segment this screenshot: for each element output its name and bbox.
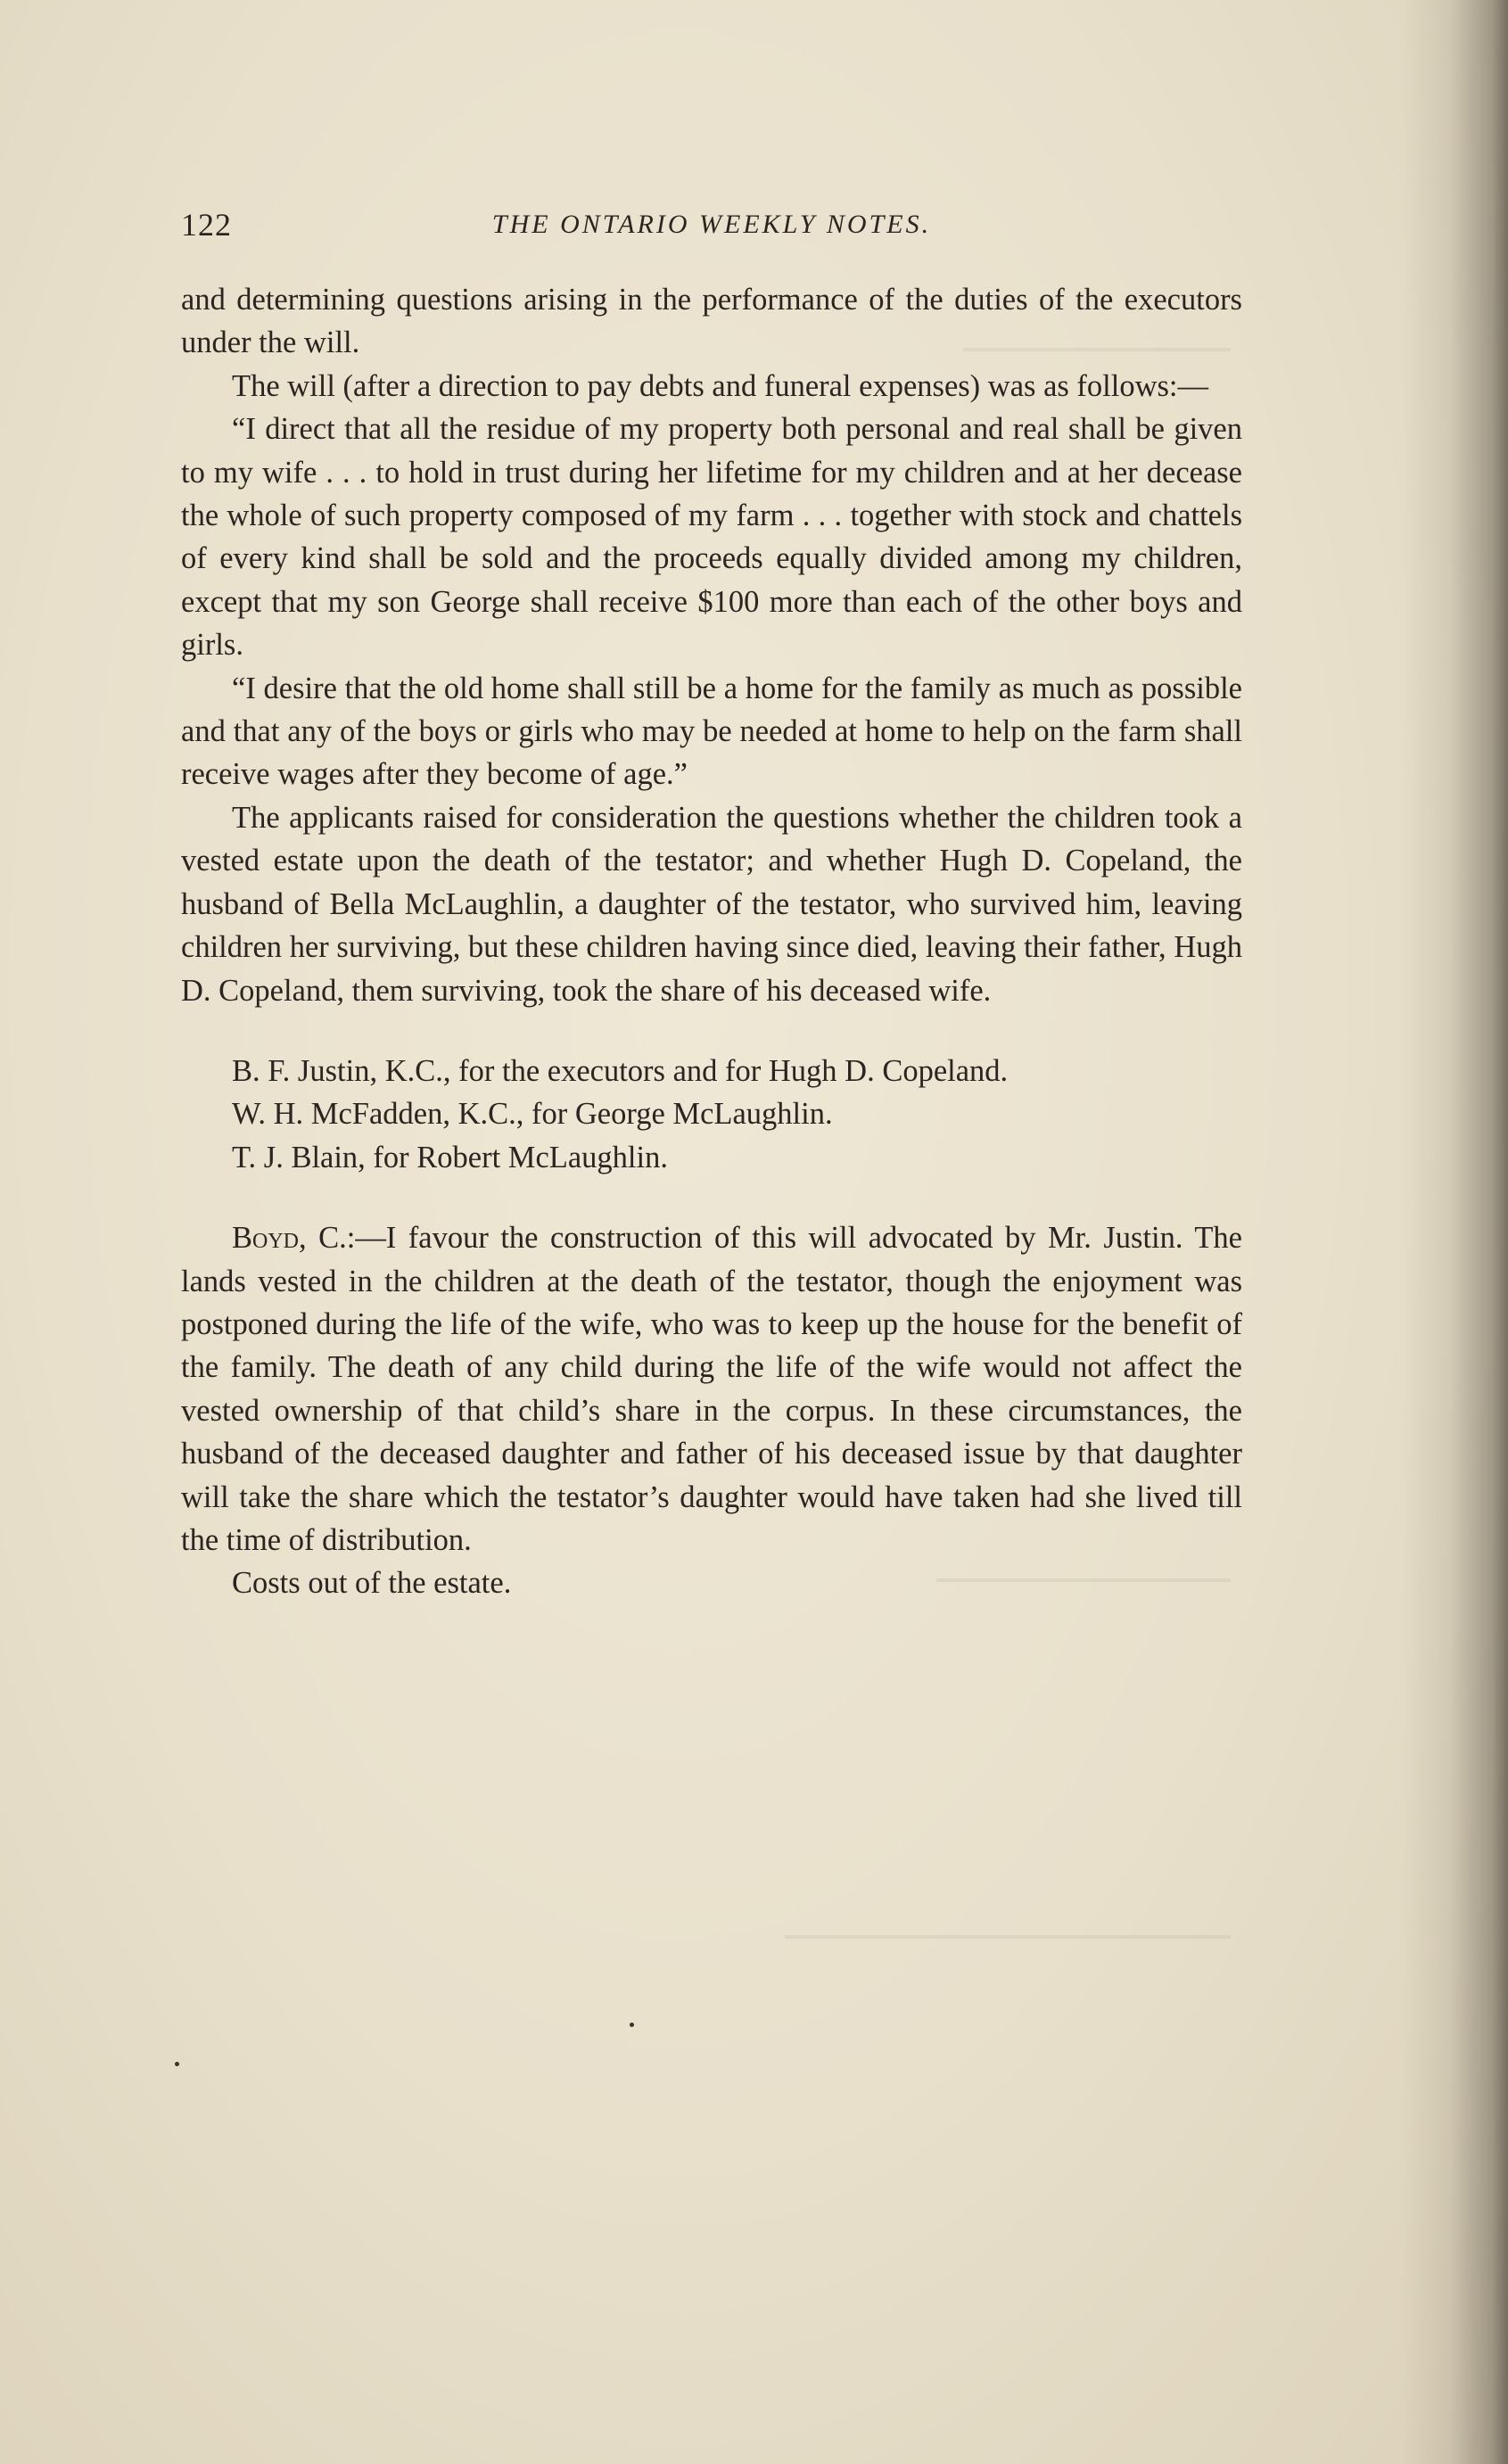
journal-title: THE ONTARIO WEEKLY NOTES. — [491, 210, 932, 239]
costs-line: Costs out of the estate. — [232, 1566, 512, 1601]
counsel-line-3: T. J. Blain, for Robert McLaughlin. — [232, 1140, 668, 1174]
counsel-line-1: B. F. Justin, K.C., for the executors and for Hugh D. Copeland. — [232, 1053, 1009, 1088]
paragraph-will-quote-1: “I direct that all the residue of my property both personal and real shall be given to my wife . . . to hold in trust during her lifetime for my children and at her decease the whole of such property composed of my farm . . . together with stock and chattels of every kind shall be sold and the proceeds equally divided among my children, except that my son George shall receive $100 more than each of the other boys and girls. — [181, 412, 1242, 663]
paragraph-will-intro: The will (after a direction to pay debts and funeral expenses) was as follows:— — [232, 368, 1209, 403]
body-text — [181, 278, 1242, 1605]
judgment-paragraph — [181, 1216, 1242, 1562]
judgment-text: I favour the construction of this will advocated by Mr. Justin. The lands vested in the children at the death of the testator, though the enjoyment was postponed during the life of the wife, who was to keep up the house for the benefit of the family. The death of any child during the life of the wife would not affect the vested ownership of that child’s share in the corpus. In these circumstances, the husband of the deceased daughter and father of his deceased issue by that daughter will take the share which the testator’s daughter would have taken had she lived till the time of distribution. — [181, 1221, 1242, 1557]
paragraph-questions: The applicants raised for consideration the questions whether the children took a vested estate upon the death of the testator; and whether Hugh D. Copeland, the husband of Bella McLaughlin, a daughter of the testator, who survived him, leaving children her surviving, but these children having since died, leaving their father, Hugh D. Copeland, them surviving, took the share of his deceased wife. — [181, 800, 1242, 1008]
page-edge-shadow — [1401, 0, 1508, 2464]
page-number: 122 — [181, 207, 232, 243]
judge-name: Boyd, C. — [232, 1221, 347, 1256]
paragraph-continued: and determining questions arising in the performance of the duties of the executors under the will. — [181, 283, 1242, 360]
bleed-through-mark — [785, 1935, 1231, 1939]
ink-speck — [175, 2062, 179, 2066]
ink-speck — [630, 2023, 634, 2027]
running-head — [181, 198, 1242, 251]
counsel-line-2: W. H. McFadden, K.C., for George McLaughlin. — [232, 1097, 833, 1132]
paragraph-will-quote-2: “I desire that the old home shall still be a home for the family as much as possible and that any of the boys or girls who may be needed at home to help on the farm shall receive wages after they become of age.” — [181, 671, 1242, 792]
judge-separator: :— — [346, 1221, 386, 1256]
